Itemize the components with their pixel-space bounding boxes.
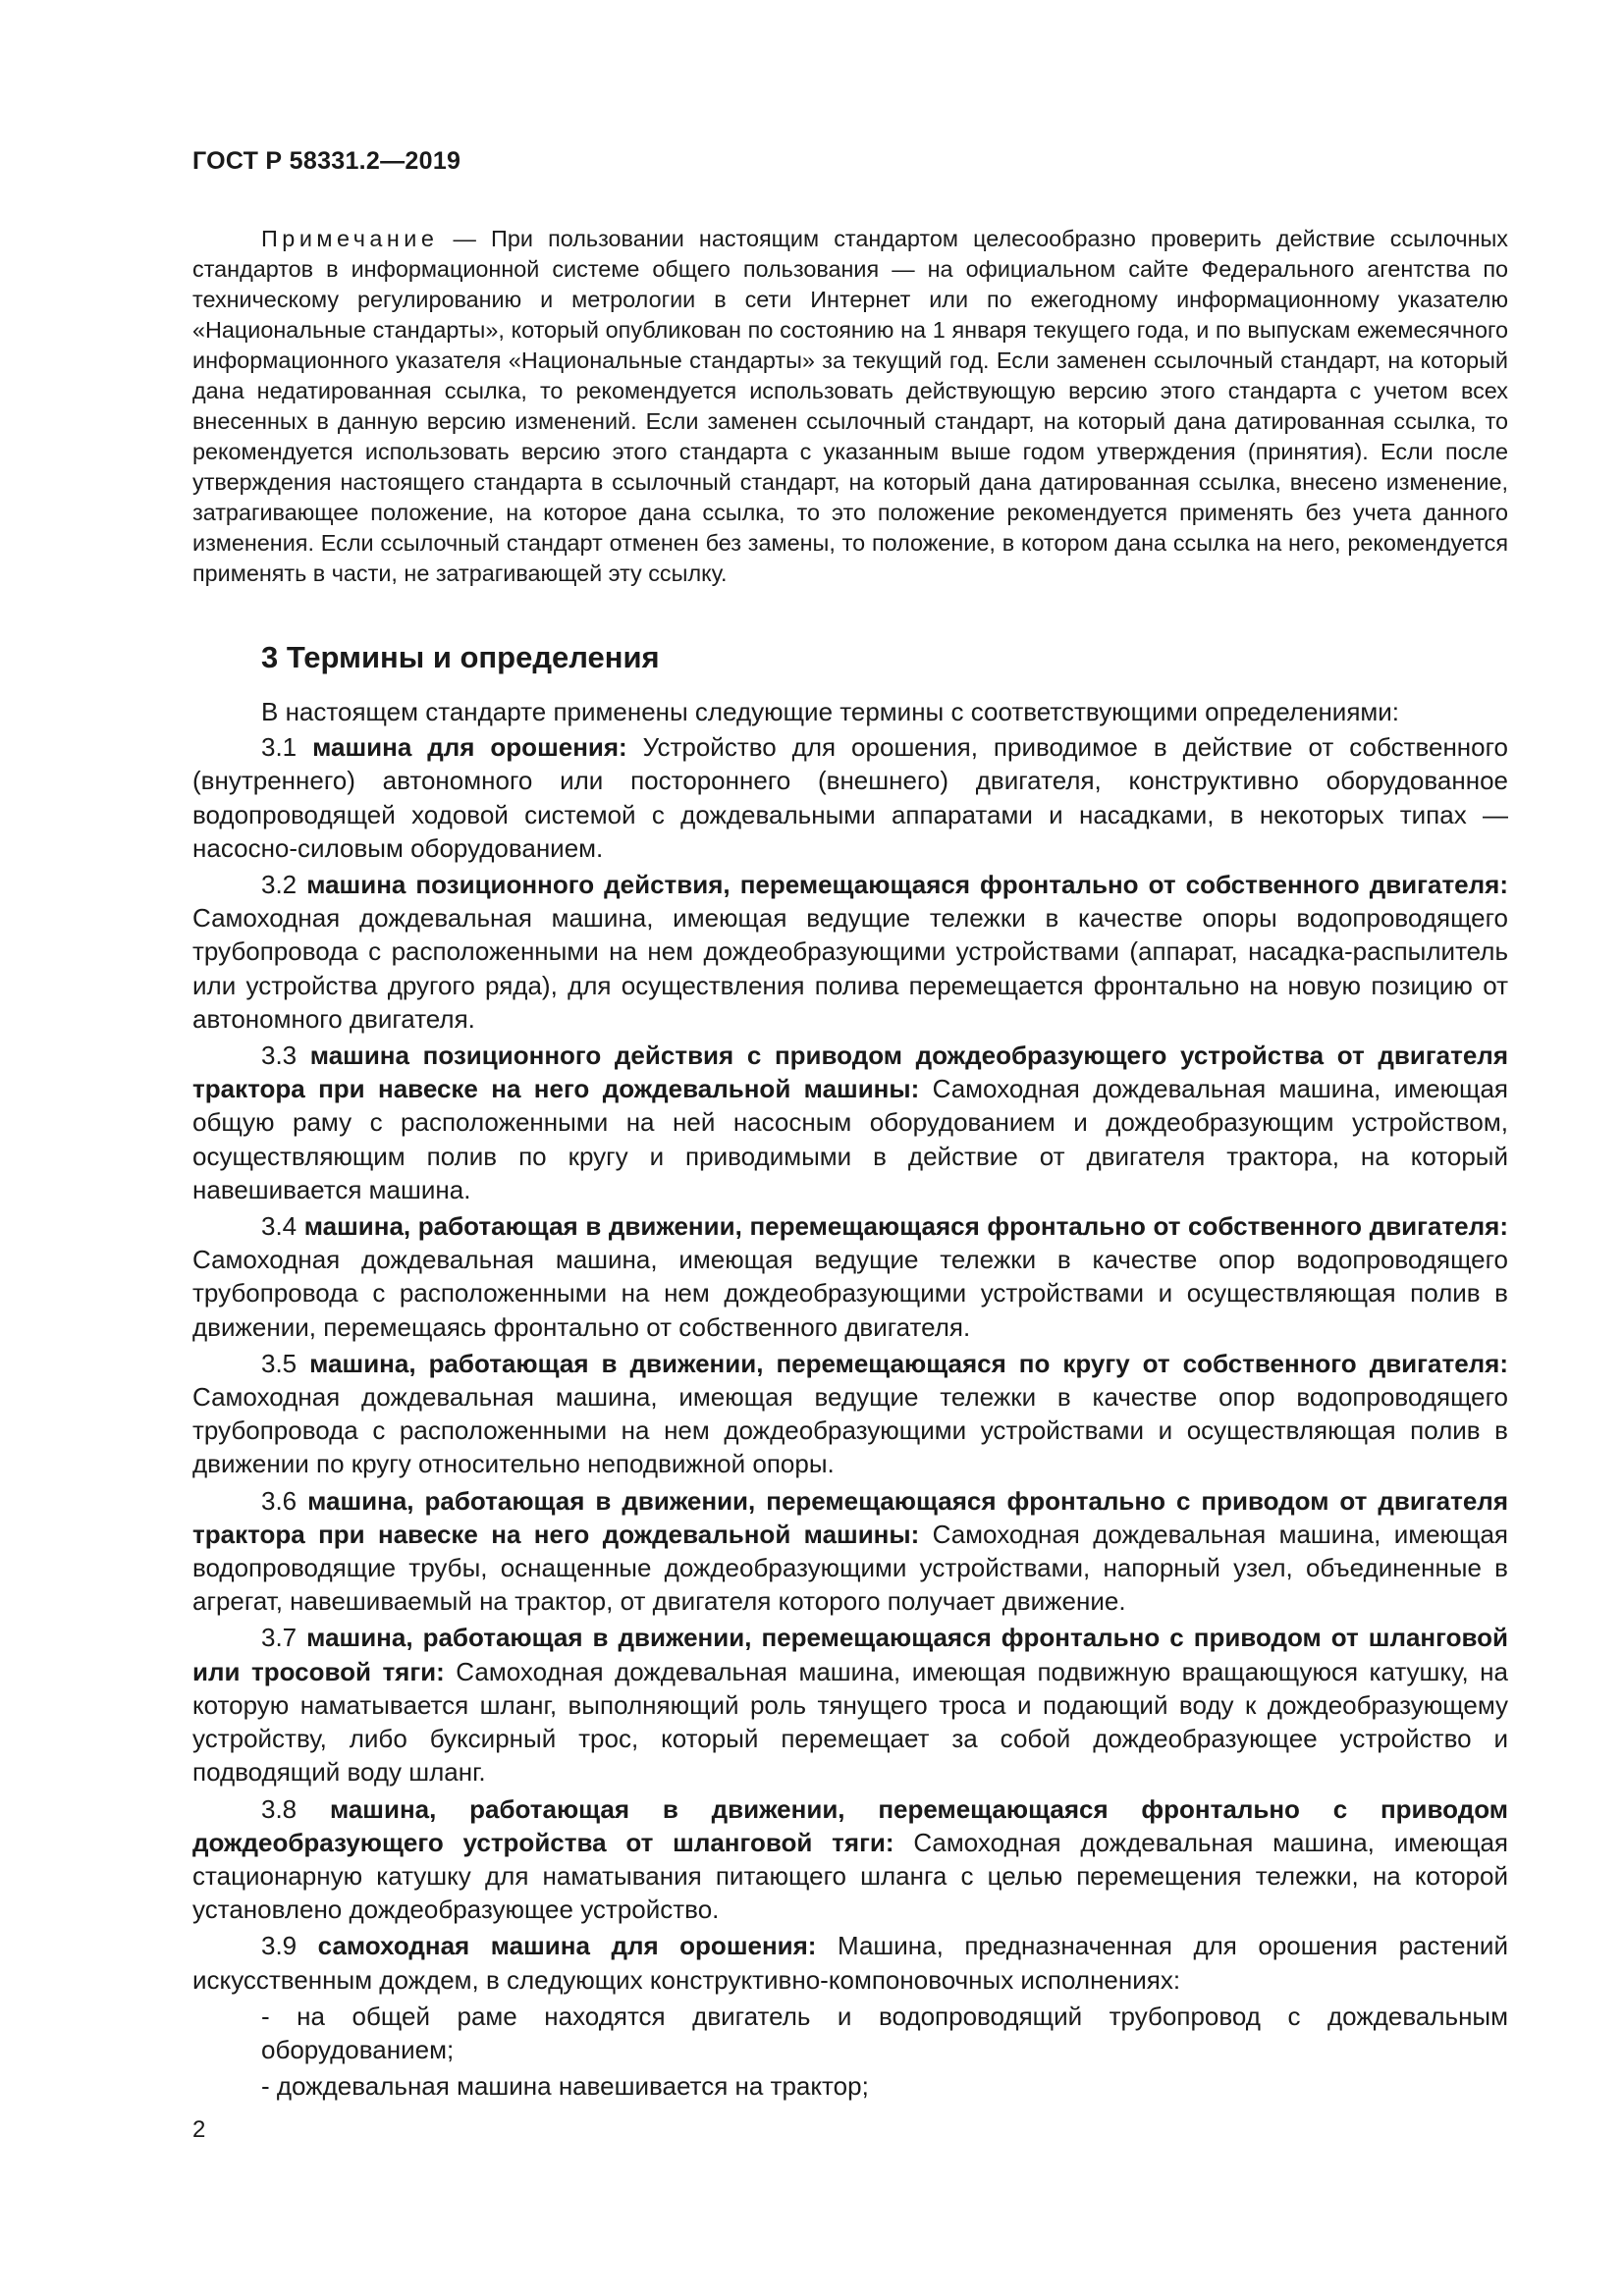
term-number: 3.8: [261, 1793, 330, 1824]
term-name: машина для орошения:: [312, 732, 627, 763]
term-definition-3-1: [192, 730, 1508, 865]
term-definition-3-4: [192, 1209, 1508, 1344]
document-code: ГОСТ Р 58331.2—2019: [192, 147, 461, 175]
note-label: Примечание: [261, 226, 439, 251]
term-number: 3.5: [261, 1348, 310, 1378]
reference-note: [192, 224, 1508, 589]
term-definition-3-6: [192, 1484, 1508, 1619]
term-text: Самоходная дождевальная машина, имеющая водопроводящие трубы, оснащенные дождеобразующими устройствами, напорный узел, объединенные в агрегат, навешиваемый на трактор, от двигателя которого получает движение.: [192, 1519, 1508, 1617]
term-name: самоходная машина для орошения:: [317, 1931, 817, 1961]
note-text: — При пользовании настоящим стандартом целесообразно проверить действие ссылочных стандартов в информационной системе общего пользования — на официальном сайте Федерального агентства по техническому регулированию и метрологии в сети Интернет или по ежегодному информационному указателю «Национальные стандарты», который опубликован по состоянию на 1 января текущего года, и по выпускам ежемесячного информационного указателя «Национальные стандарты» за текущий год. Если заменен ссылочный стандарт, на который дана недатированная ссылка, то рекомендуется использовать действующую версию этого стандарта с учетом всех внесенных в данную версию изменений. Если заменен ссылочный стандарт, на который дана датированная ссылка, то рекомендуется использовать версию этого стандарта с указанным выше годом утверждения (принятия). Если после утверждения настоящего стандарта в ссылочный стандарт, на который дана датированная ссылка, внесено изменение, затрагивающее положение, на которое дана ссылка, то это положение рекомендуется применять без учета данного изменения. Если ссылочный стандарт отменен без замены, то положение, в котором дана ссылка на него, рекомендуется применять в части, не затрагивающей эту ссылку.: [192, 226, 1508, 586]
dash-item-text: - на общей раме находятся двигатель и водопроводящий трубопровод с дождевальным оборудованием;: [261, 2001, 1508, 2064]
term-name: машина, работающая в движении, перемещающаяся фронтально с приводом от шланговой или тросовой тяги:: [192, 1623, 1508, 1686]
section-intro: В настоящем стандарте применены следующие термины с соответствующими определениями:: [261, 697, 1400, 726]
term-text: Самоходная дождевальная машина, имеющая ведущие тележки в качестве опор водопроводящего трубопровода с расположенными на нем дождеобразующими устройствами и осуществляющая полив в движении, перемещаясь фронтально от собственного двигателя.: [192, 1245, 1508, 1342]
term-number: 3.1: [261, 732, 313, 763]
term-number: 3.3: [261, 1041, 310, 1071]
term-name: машина, работающая в движении, перемещающаяся фронтально с приводом от двигателя трактора при навеске на него дождевальной машины:: [192, 1485, 1508, 1549]
section-heading: 3 Термины и определения: [261, 640, 660, 674]
term-number: 3.4: [261, 1211, 304, 1242]
term-name: машина, работающая в движении, перемещающаяся фронтально с приводом дождеобразующего устройства от шланговой тяги:: [192, 1793, 1508, 1857]
term-definition-3-9: [192, 1929, 1508, 1996]
page-number: 2: [192, 2116, 206, 2143]
term-definition-3-3: [192, 1039, 1508, 1206]
term-number: 3.2: [261, 870, 307, 900]
term-name: машина, работающая в движении, перемещающаяся фронтально от собственного двигателя:: [303, 1211, 1508, 1242]
term-definition-3-5: [192, 1347, 1508, 1481]
term-text: Самоходная дождевальная машина, имеющая ведущие тележки в качестве опоры водопроводящего трубопровода с расположенными на нем дождеобразующими устройствами (аппарат, насадка-распылитель или устройства другого ряда), для осуществления полива перемещается фронтально на новую позицию от автономного двигателя.: [192, 903, 1508, 1034]
term-text: Самоходная дождевальная машина, имеющая стационарную катушку для наматывания питающего шланга с целью перемещения тележки, на которой установлено дождеобразующее устройство.: [192, 1827, 1508, 1925]
term-number: 3.9: [261, 1931, 318, 1961]
term-definition-3-7: [192, 1621, 1508, 1789]
dash-list-item: [192, 2000, 1508, 2066]
section-body: [192, 695, 1508, 2106]
dash-list-item: - дождевальная машина навешивается на трактор;: [261, 2071, 869, 2102]
term-name: машина позиционного действия с приводом дождеобразующего устройства от двигателя трактора при навеске на него дождевальной машины:: [192, 1041, 1508, 1104]
term-number: 3.7: [261, 1623, 307, 1653]
term-text: Самоходная дождевальная машина, имеющая ведущие тележки в качестве опор водопроводящего трубопровода с расположенными на нем дождеобразующими устройствами и осуществляющая полив в движении по кругу относительно неподвижной опоры.: [192, 1382, 1508, 1479]
term-text: Самоходная дождевальная машина, имеющая подвижную вращающуюся катушку, на которую наматывается шланг, выполняющий роль тянущего троса и подающий воду к дождеобразующему устройству, либо буксирный трос, который перемещает за собой дождеобразующее устройство и подводящий воду шланг.: [192, 1656, 1508, 1788]
term-text: Устройство для орошения, приводимое в действие от собственного (внутреннего) автономного или постороннего (внешнего) двигателя, конструктивно оборудованное водопроводящей ходовой системой с дождевальными аппаратами и насадками, в некоторых типах — насосно-силовым оборудованием.: [192, 732, 1509, 863]
term-definition-3-8: [192, 1792, 1508, 1927]
term-definition-3-2: [192, 868, 1508, 1036]
term-text: Машина, предназначенная для орошения растений искусственным дождем, в следующих конструктивно-компоновочных исполнениях:: [192, 1931, 1508, 1995]
term-name: машина, работающая в движении, перемещающаяся по кругу от собственного двигателя:: [309, 1348, 1508, 1378]
term-number: 3.6: [261, 1485, 308, 1516]
term-text: Самоходная дождевальная машина, имеющая общую раму с расположенными на ней насосным оборудованием и дождеобразующим устройством, осуществляющим полив по кругу и приводимыми в действие от двигателя трактора, на который навешивается машина.: [192, 1074, 1508, 1204]
term-name: машина позиционного действия, перемещающаяся фронтально от собственного двигателя:: [306, 870, 1508, 900]
